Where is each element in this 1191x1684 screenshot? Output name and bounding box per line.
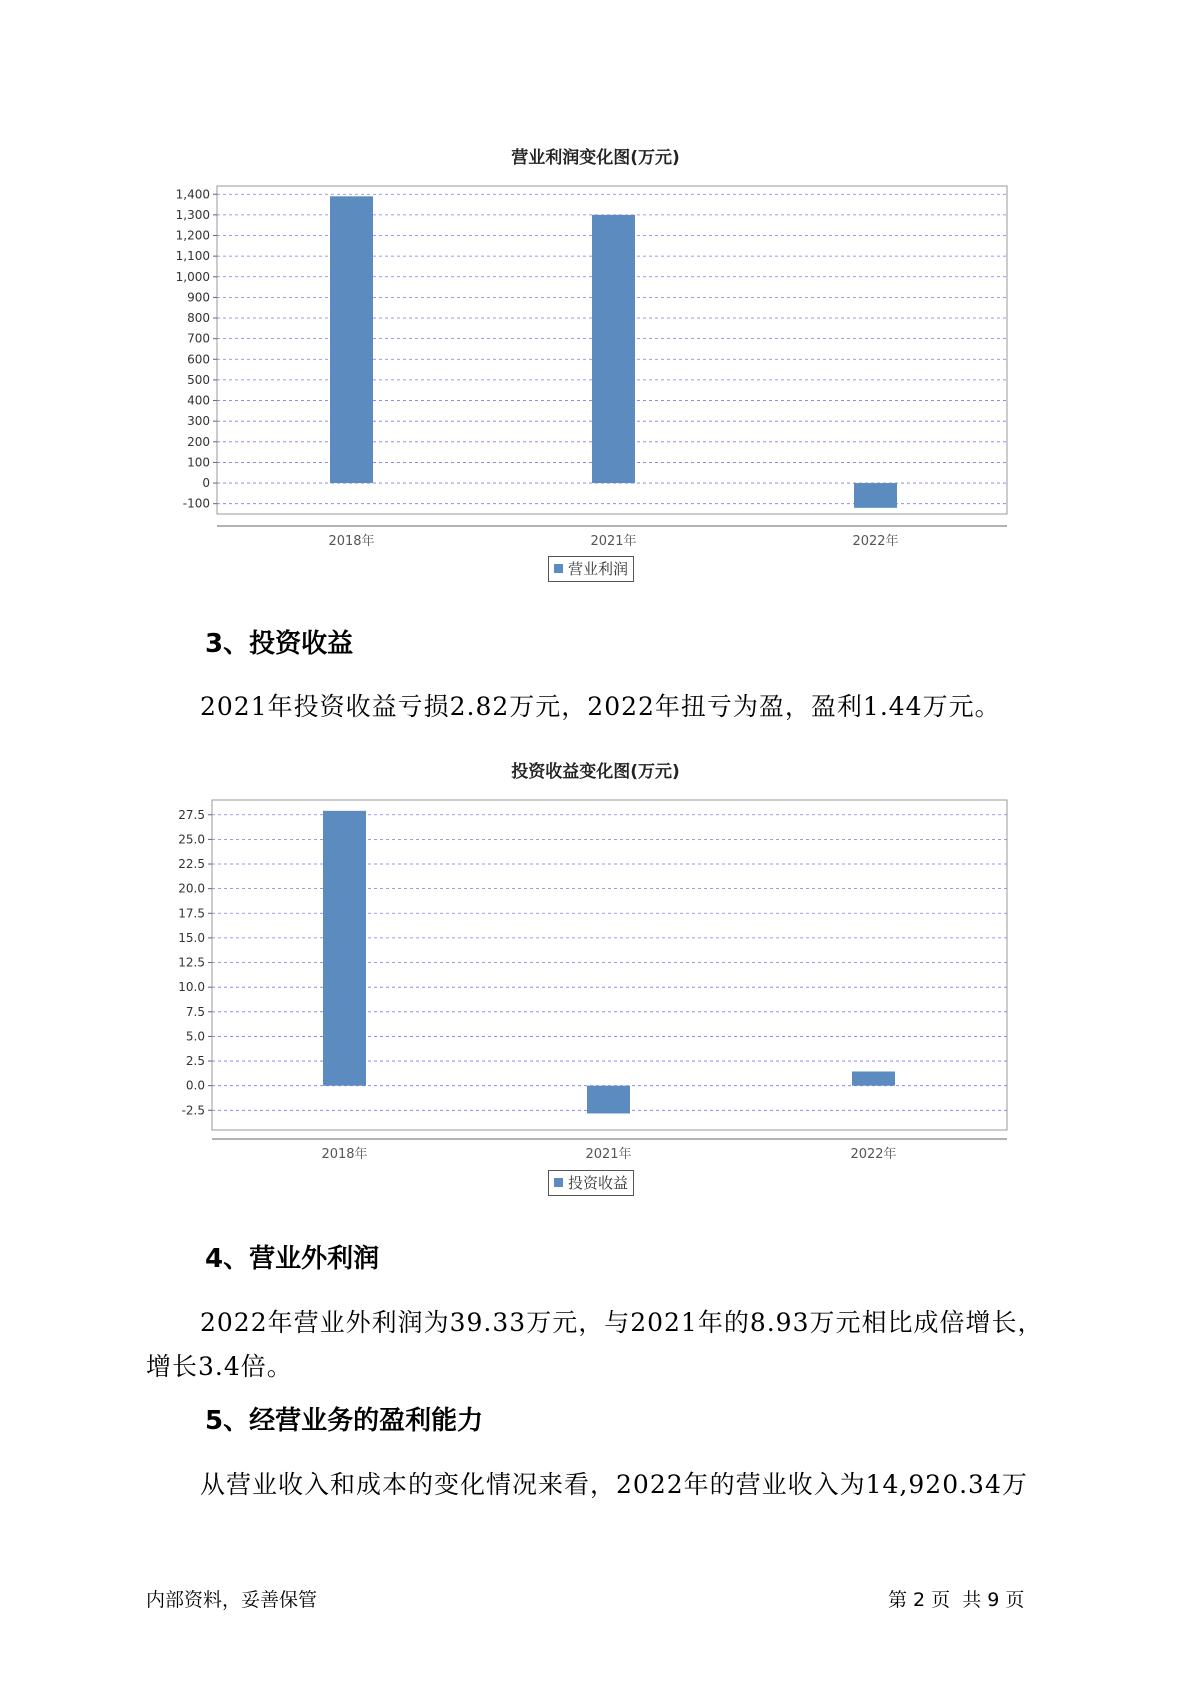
bar-2021年 bbox=[587, 1086, 630, 1114]
y-tick-label: 22.5 bbox=[178, 857, 205, 872]
y-tick-label: 5.0 bbox=[185, 1029, 205, 1044]
y-tick-label: 1,400 bbox=[175, 187, 210, 202]
y-tick-label: 7.5 bbox=[185, 1004, 205, 1019]
y-tick-label: 900 bbox=[187, 290, 210, 305]
y-tick-label: 20.0 bbox=[178, 881, 205, 896]
bar-2018年 bbox=[330, 196, 373, 483]
y-tick-label: 100 bbox=[187, 455, 210, 470]
y-tick-label: 1,300 bbox=[175, 207, 210, 222]
y-tick-label: 25.0 bbox=[178, 832, 205, 847]
y-tick-label: 0.0 bbox=[185, 1078, 205, 1093]
chart2-title: 投资收益变化图(万元) bbox=[511, 762, 680, 782]
section5-heading: 5、经营业务的盈利能力 bbox=[205, 1406, 484, 1436]
bar-2018年 bbox=[323, 811, 366, 1086]
chart2-legend-label: 投资收益 bbox=[568, 1174, 629, 1192]
y-tick-label: -2.5 bbox=[181, 1103, 205, 1118]
section3-heading: 3、投资收益 bbox=[205, 629, 354, 659]
y-tick-label: 600 bbox=[187, 352, 210, 367]
investment-income-chart bbox=[0, 790, 1191, 1170]
y-tick-label: 0 bbox=[202, 476, 210, 491]
x-tick-label: 2021年 bbox=[590, 534, 637, 549]
y-tick-label: 10.0 bbox=[178, 980, 205, 995]
y-tick-label: 300 bbox=[187, 414, 210, 429]
bar-2022年 bbox=[852, 1071, 895, 1085]
y-tick-label: 1,200 bbox=[175, 228, 210, 243]
y-tick-label: -100 bbox=[182, 496, 210, 511]
chart2-legend bbox=[548, 1170, 634, 1196]
x-tick-label: 2022年 bbox=[852, 534, 899, 549]
operating-profit-chart bbox=[0, 170, 1191, 690]
section3-text: 2021年投资收益亏损2.82万元，2022年扭亏为盈，盈利1.44万元。 bbox=[200, 692, 1001, 721]
y-tick-label: 27.5 bbox=[178, 807, 205, 822]
bar-2022年 bbox=[854, 483, 897, 508]
footer-page-number: 第 2 页 共 9 页 bbox=[888, 1589, 1025, 1611]
y-tick-label: 2.5 bbox=[185, 1054, 205, 1069]
y-tick-label: 700 bbox=[187, 331, 210, 346]
x-tick-label: 2018年 bbox=[321, 1147, 368, 1162]
y-tick-label: 1,100 bbox=[175, 249, 210, 264]
legend-swatch bbox=[554, 1178, 563, 1187]
chart1-legend bbox=[548, 556, 634, 582]
y-tick-label: 400 bbox=[187, 393, 210, 408]
y-tick-label: 17.5 bbox=[178, 906, 205, 921]
legend-swatch bbox=[554, 564, 563, 573]
footer-left: 内部资料，妥善保管 bbox=[146, 1589, 318, 1611]
y-tick-label: 1,000 bbox=[175, 269, 210, 284]
chart1-legend-label: 营业利润 bbox=[568, 560, 629, 578]
x-tick-label: 2021年 bbox=[585, 1147, 632, 1162]
y-tick-label: 200 bbox=[187, 434, 210, 449]
chart1-title: 营业利润变化图(万元) bbox=[511, 148, 680, 168]
section4-text-line1: 2022年营业外利润为39.33万元，与2021年的8.93万元相比成倍增长， bbox=[200, 1308, 1044, 1337]
y-tick-label: 800 bbox=[187, 311, 210, 326]
x-tick-label: 2018年 bbox=[328, 534, 375, 549]
section5-text: 从营业收入和成本的变化情况来看，2022年的营业收入为14,920.34万 bbox=[200, 1470, 1028, 1499]
section4-text-line2: 增长3.4倍。 bbox=[146, 1352, 293, 1381]
section4-heading: 4、营业外利润 bbox=[205, 1244, 380, 1274]
bar-2021年 bbox=[592, 215, 635, 483]
x-tick-label: 2022年 bbox=[850, 1147, 897, 1162]
y-tick-label: 12.5 bbox=[178, 955, 205, 970]
y-tick-label: 500 bbox=[187, 372, 210, 387]
y-tick-label: 15.0 bbox=[178, 930, 205, 945]
